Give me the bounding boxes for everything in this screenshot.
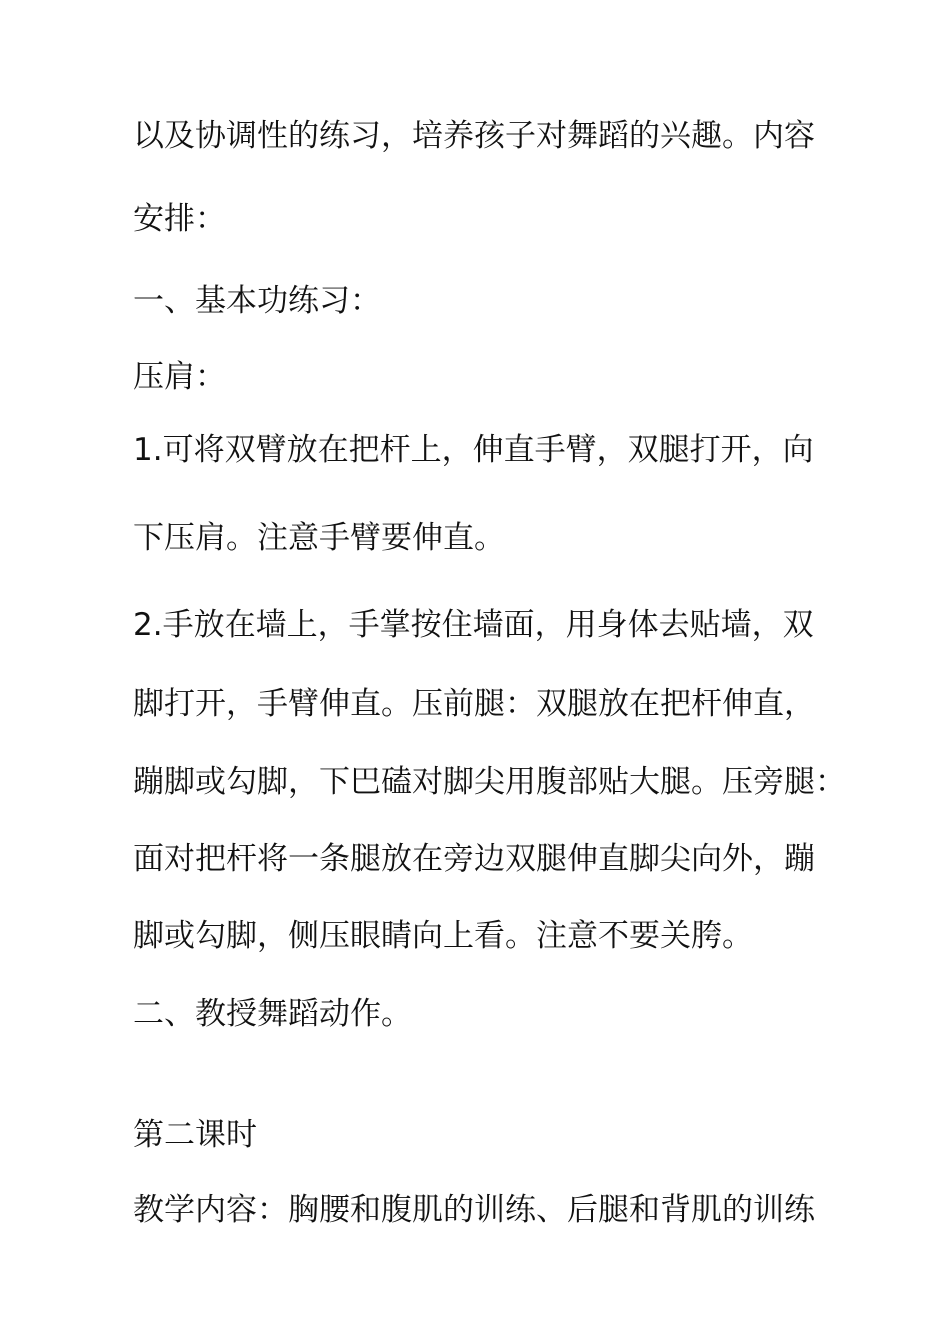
text-line: 下压肩。注意手臂要伸直。 bbox=[133, 520, 505, 556]
text-line: 脚或勾脚，侧压眼睛向上看。注意不要关胯。 bbox=[133, 918, 753, 954]
text-line: 1.可将双臂放在把杆上，伸直手臂，双腿打开，向 bbox=[133, 432, 814, 468]
text-line: 压肩： bbox=[133, 359, 226, 395]
text-line: 2.手放在墙上，手掌按住墙面，用身体去贴墙，双 bbox=[133, 607, 814, 643]
section-heading: 一、基本功练习： bbox=[133, 283, 381, 319]
text-line: 安排： bbox=[133, 201, 226, 237]
lesson-title: 第二课时 bbox=[133, 1117, 257, 1153]
text-line: 面对把杆将一条腿放在旁边双腿伸直脚尖向外，蹦 bbox=[133, 841, 815, 877]
text-line: 以及协调性的练习，培养孩子对舞蹈的兴趣。内容 bbox=[133, 118, 815, 154]
section-heading: 二、教授舞蹈动作。 bbox=[133, 996, 412, 1032]
text-line: 教学内容：胸腰和腹肌的训练、后腿和背肌的训练 bbox=[133, 1192, 815, 1228]
text-line: 脚打开，手臂伸直。压前腿：双腿放在把杆伸直， bbox=[133, 686, 815, 722]
text-line: 蹦脚或勾脚，下巴磕对脚尖用腹部贴大腿。压旁腿： bbox=[133, 764, 846, 800]
